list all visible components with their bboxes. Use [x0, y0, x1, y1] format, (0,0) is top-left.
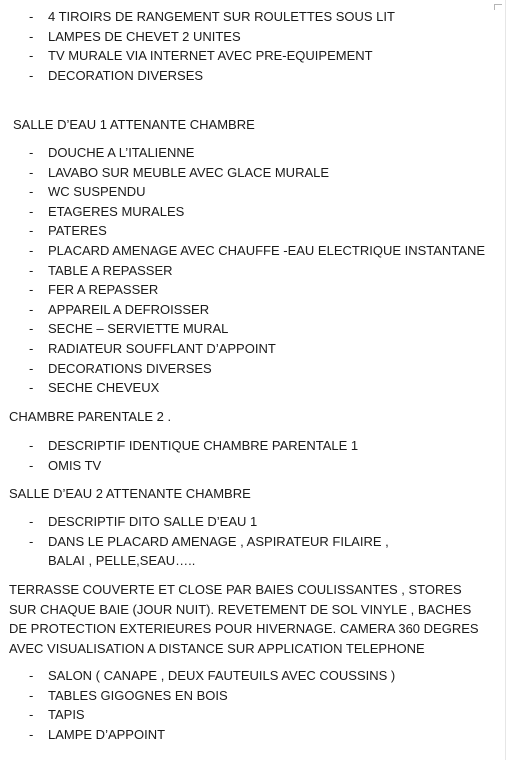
section-heading-salle-eau-2: SALLE D’EAU 2 ATTENANTE CHAMBRE — [9, 486, 251, 501]
list-item: - TV MURALE VIA INTERNET AVEC PRE-EQUIPEMENT — [0, 46, 395, 66]
margin-corner-mark — [494, 4, 495, 10]
bedroom-equipment-list — [0, 7, 395, 85]
list-item: - DESCRIPTIF DITO SALLE D’EAU 1 — [0, 512, 428, 532]
list-item: - TAPIS — [0, 705, 395, 725]
list-item: - DANS LE PLACARD AMENAGE , ASPIRATEUR FILAIRE , BALAI , PELLE,SEAU….. — [0, 532, 428, 571]
list-item: - SALON ( CANAPE , DEUX FAUTEUILS AVEC COUSSINS ) — [0, 666, 395, 686]
list-item: - SECHE CHEVEUX — [0, 378, 485, 398]
page-edge — [505, 0, 506, 760]
list-item: - LAVABO SUR MEUBLE AVEC GLACE MURALE — [0, 163, 485, 183]
margin-corner-mark — [494, 4, 502, 5]
salle-eau-2-list — [0, 512, 428, 571]
salle-eau-1-list — [0, 143, 485, 398]
section-heading-salle-eau-1: SALLE D’EAU 1 ATTENANTE CHAMBRE — [13, 117, 255, 132]
list-item: - 4 TIROIRS DE RANGEMENT SUR ROULETTES SOUS LIT — [0, 7, 395, 27]
list-item: - APPAREIL A DEFROISSER — [0, 300, 485, 320]
list-item: - LAMPES DE CHEVET 2 UNITES — [0, 27, 395, 47]
list-item: - LAMPE D’APPOINT — [0, 725, 395, 745]
list-item: - FER A REPASSER — [0, 280, 485, 300]
list-item: - RADIATEUR SOUFFLANT D’APPOINT — [0, 339, 485, 359]
list-item: - TABLES GIGOGNES EN BOIS — [0, 686, 395, 706]
list-item: - DESCRIPTIF IDENTIQUE CHAMBRE PARENTALE 1 — [0, 436, 358, 456]
chambre-parentale-2-list — [0, 436, 358, 475]
list-item: - OMIS TV — [0, 456, 358, 476]
list-item: - DOUCHE A L’ITALIENNE — [0, 143, 485, 163]
terrasse-list — [0, 666, 395, 744]
list-item: - PLACARD AMENAGE AVEC CHAUFFE -EAU ELECTRIQUE INSTANTANE — [0, 241, 485, 261]
terrasse-paragraph: TERRASSE COUVERTE ET CLOSE PAR BAIES COULISSANTES , STORES SUR CHAQUE BAIE (JOUR NUIT). REVETEMENT DE SOL VINYLE , BACHES DE PROTECTION EXTERIEURES POUR HIVERNAGE. CAMERA 360 DEGRES AVEC VISUALISATION A DISTANCE SUR APPLICATION TELEPHONE — [9, 582, 479, 656]
list-item: - SECHE – SERVIETTE MURAL — [0, 319, 485, 339]
list-item: - DECORATIONS DIVERSES — [0, 359, 485, 379]
list-item: - TABLE A REPASSER — [0, 261, 485, 281]
list-item: - ETAGERES MURALES — [0, 202, 485, 222]
section-heading-chambre-parentale-2: CHAMBRE PARENTALE 2 . — [9, 409, 172, 424]
list-item: - DECORATION DIVERSES — [0, 66, 395, 86]
list-item: - WC SUSPENDU — [0, 182, 485, 202]
list-item: - PATERES — [0, 221, 485, 241]
